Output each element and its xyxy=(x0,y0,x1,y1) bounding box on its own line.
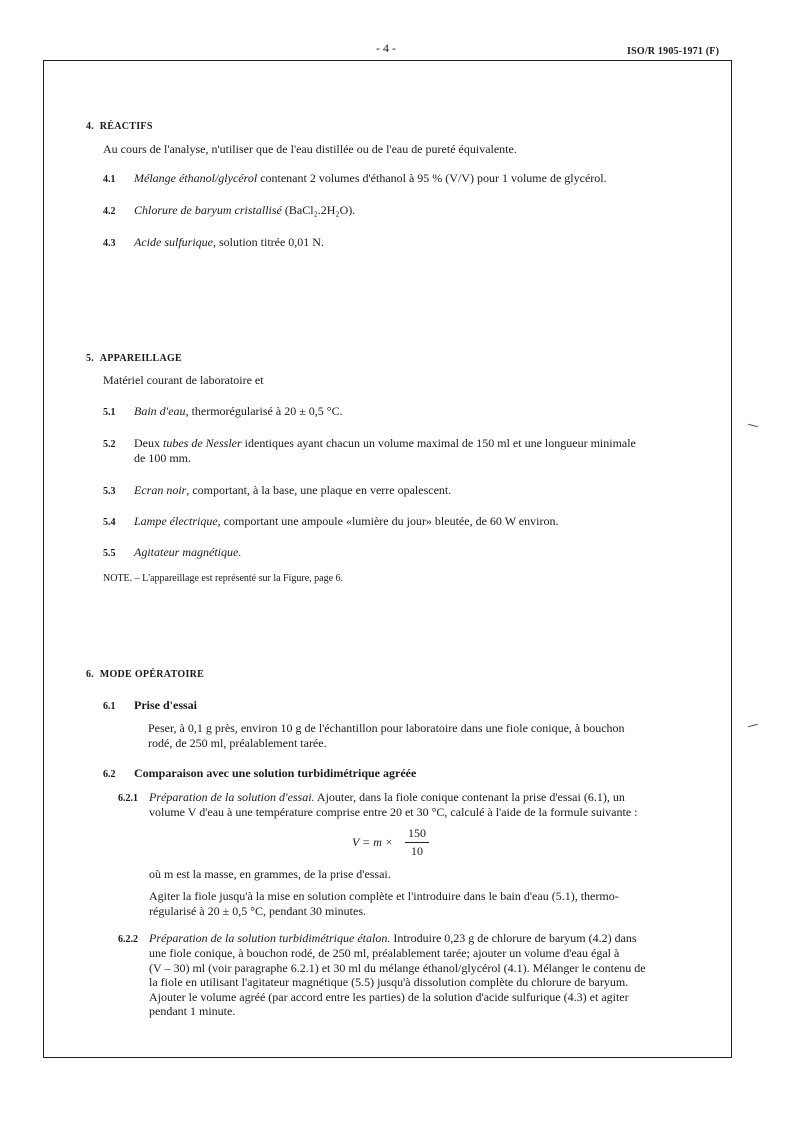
item-number: 5.3 xyxy=(103,486,116,497)
item-number: 5.1 xyxy=(103,407,116,418)
item-number: 5.2 xyxy=(103,439,116,450)
paragraph-line: volume V d'eau à une température comprise entre 20 et 30 °C, calculé à l'aide de la formule suivante : xyxy=(149,805,638,819)
item-5-3 xyxy=(134,483,451,498)
formula-numerator: 150 xyxy=(408,826,426,840)
paragraph-line: Peser, à 0,1 g près, environ 10 g de l'échantillon pour laboratoire dans une fiole conique, à bouchon xyxy=(148,721,625,735)
section-number: 4. xyxy=(86,121,95,132)
paragraph-number: 6.2.1 xyxy=(118,793,138,804)
item-number: 4.2 xyxy=(103,206,116,217)
item-number: 4.1 xyxy=(103,174,116,185)
section-4-heading xyxy=(86,119,153,134)
section-5-intro: Matériel courant de laboratoire et xyxy=(103,373,264,387)
section-title: RÉACTIFS xyxy=(99,121,153,132)
subsection-6-1-title: Prise d'essai xyxy=(134,698,197,712)
item-text: identiques ayant chacun un volume maximal de 150 ml et une longueur minimale xyxy=(241,436,636,450)
item-number: 4.3 xyxy=(103,238,116,249)
item-text: , comportant une ampoule «lumière du jour» bleutée, de 60 W environ. xyxy=(217,514,559,528)
paragraph-line: pendant 1 minute. xyxy=(149,1004,236,1018)
subsection-number: 6.2 xyxy=(103,769,116,780)
paragraph-6-2-1 xyxy=(149,790,625,805)
item-name: Bain d'eau xyxy=(134,404,186,418)
item-number: 5.4 xyxy=(103,517,116,528)
section-title: MODE OPÉRATOIRE xyxy=(99,669,205,680)
item-5-2 xyxy=(134,436,636,451)
document-reference: ISO/R 1905-1971 (F) xyxy=(627,46,720,57)
item-text: , solution titrée 0,01 N. xyxy=(212,235,324,249)
section-6-heading xyxy=(86,667,204,682)
paragraph-line: la fiole en utilisant l'agitateur magnétique (5.5) jusqu'à dissolution complète du chlorure de baryum. xyxy=(149,975,629,989)
item-name: Agitateur magnétique. xyxy=(134,545,242,559)
section-number: 6. xyxy=(86,669,95,680)
subsection-6-2-title: Comparaison avec une solution turbidimétrique agréée xyxy=(134,766,417,780)
section-5-heading xyxy=(86,351,182,366)
page-number: - 4 - xyxy=(376,41,396,55)
item-4-1 xyxy=(134,171,607,186)
item-5-5 xyxy=(134,545,241,560)
paragraph-line: une fiole conique, à bouchon rodé, de 250 ml, préalablement tarée; ajouter un volume d'eau égal à xyxy=(149,946,620,960)
section-number: 5. xyxy=(86,353,95,364)
item-5-4 xyxy=(134,514,558,529)
item-name: Lampe électrique xyxy=(134,514,218,528)
note: NOTE. – L'appareillage est représenté sur la Figure, page 6. xyxy=(103,573,344,584)
item-text: , comportant, à la base, une plaque en verre opalescent. xyxy=(186,483,452,497)
paragraph-line: Agiter la fiole jusqu'à la mise en solution complète et l'introduire dans le bain d'eau (5.1), thermo- xyxy=(149,889,619,903)
scan-mark xyxy=(748,424,758,428)
paragraph-line: Ajouter le volume agréé (par accord entre les parties) de la solution d'acide sulfurique (4.3) et agiter xyxy=(149,990,629,1004)
paragraph-text: Introduire 0,23 g de chlorure de baryum (4.2) dans xyxy=(390,931,637,945)
item-name: Mélange éthanol/glycérol xyxy=(134,171,258,185)
item-name: Acide sulfurique xyxy=(134,235,213,249)
item-text: contenant 2 volumes d'éthanol à 95 % (V/V) pour 1 volume de glycérol. xyxy=(257,171,607,185)
item-5-2-continued: de 100 mm. xyxy=(134,451,191,465)
item-text: (BaCl₂.2H₂O). xyxy=(281,203,356,217)
paragraph-number: 6.2.2 xyxy=(118,934,138,945)
paragraph-name: Préparation de la solution d'essai. xyxy=(149,790,315,804)
formula-denominator: 10 xyxy=(411,844,423,858)
formula-lhs: V = m × xyxy=(352,835,393,849)
paragraph-name: Préparation de la solution turbidimétrique étalon. xyxy=(149,931,391,945)
item-name: Chlorure de baryum cristallisé xyxy=(134,203,282,217)
item-name: tubes de Nessler xyxy=(163,436,242,450)
paragraph-text: Ajouter, dans la fiole conique contenant la prise d'essai (6.1), un xyxy=(314,790,625,804)
paragraph-line: (V – 30) ml (voir paragraphe 6.2.1) et 30 ml du mélange éthanol/glycérol (4.1). Mélanger le contenu de xyxy=(149,961,646,975)
item-4-3 xyxy=(134,235,324,250)
item-text: , thermorégularisé à 20 ± 0,5 °C. xyxy=(185,404,343,418)
item-number: 5.5 xyxy=(103,548,116,559)
fraction-bar xyxy=(405,842,429,843)
paragraph-line: régularisé à 20 ± 0,5 °C, pendant 30 minutes. xyxy=(149,904,367,918)
section-4-intro: Au cours de l'analyse, n'utiliser que de l'eau distillée ou de l'eau de pureté équivalente. xyxy=(103,142,517,156)
item-name: Ecran noir xyxy=(134,483,187,497)
item-5-1 xyxy=(134,404,343,419)
paragraph-6-2-2 xyxy=(149,931,637,946)
section-title: APPAREILLAGE xyxy=(99,353,183,364)
item-prefix: Deux xyxy=(134,436,163,450)
formula-definition: où m est la masse, en grammes, de la prise d'essai. xyxy=(149,867,391,881)
item-4-2 xyxy=(134,203,355,218)
formula-fraction xyxy=(403,826,431,859)
subsection-number: 6.1 xyxy=(103,701,116,712)
paragraph-line: rodé, de 250 ml, préalablement tarée. xyxy=(148,736,327,750)
scan-mark xyxy=(748,724,758,728)
